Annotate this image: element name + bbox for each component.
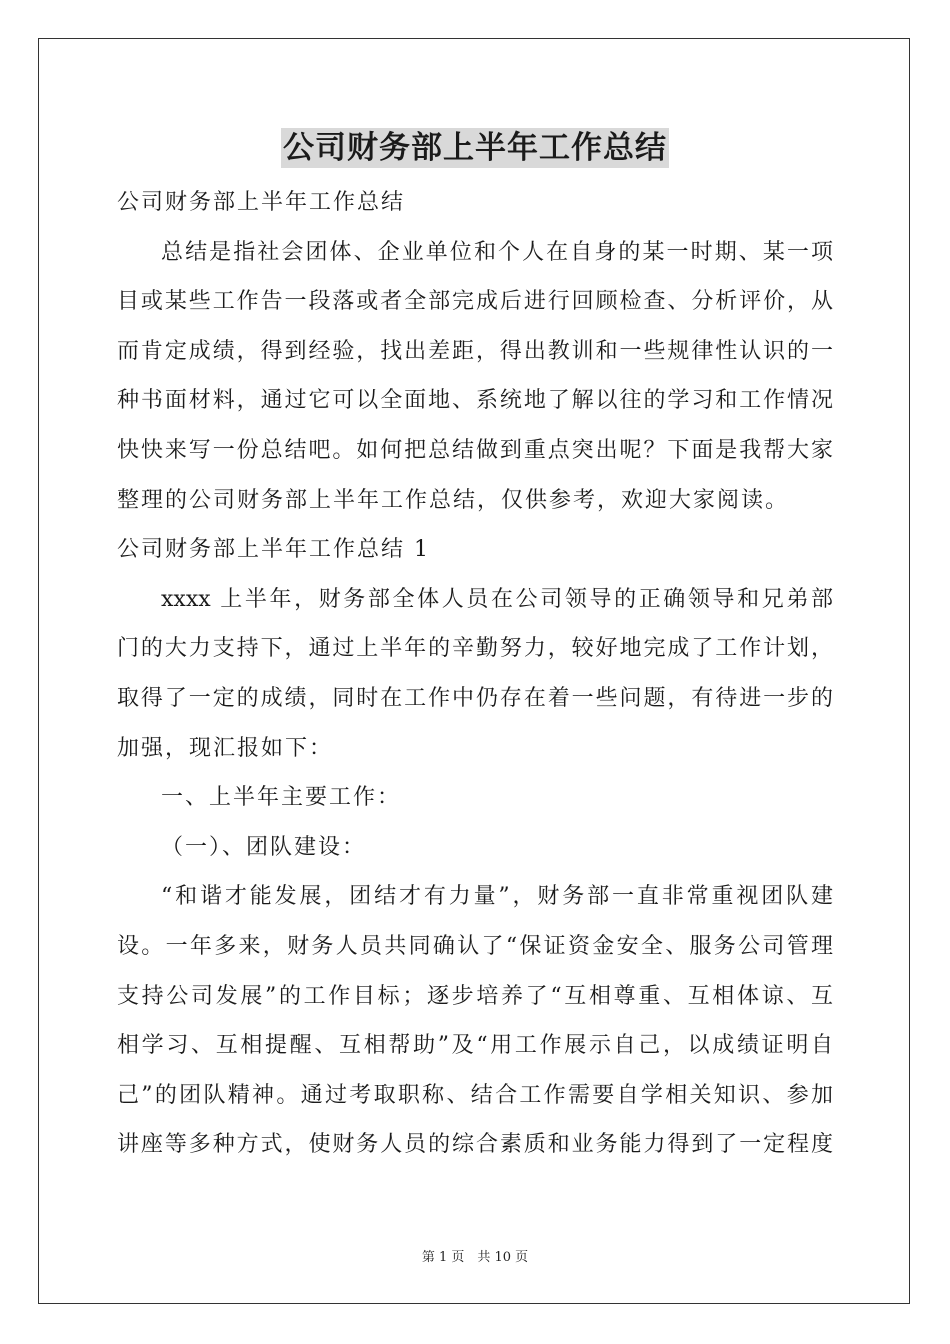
document-body	[117, 178, 833, 1170]
body-line: 支持公司发展”的工作目标；逐步培养了“互相尊重、互相体谅、互	[117, 983, 833, 1009]
body-line: 取得了一定的成绩，同时在工作中仍存在着一些问题，有待进一步的	[117, 685, 833, 711]
body-line: 公司财务部上半年工作总结	[117, 190, 406, 215]
body-line: 目或某些工作告一段落或者全部完成后进行回顾检查、分析评价，从	[117, 289, 833, 315]
document-title: 公司财务部上半年工作总结	[283, 130, 667, 166]
body-line: 公司财务部上半年工作总结 1	[117, 537, 430, 563]
body-line: 门的大力支持下，通过上半年的辛勤努力，较好地完成了工作计划，	[117, 636, 833, 662]
body-line: 总结是指社会团体、企业单位和个人在自身的某一时期、某一项	[161, 239, 833, 265]
title-container	[0, 128, 950, 168]
body-line: 整理的公司财务部上半年工作总结，仅供参考，欢迎大家阅读。	[117, 487, 790, 513]
body-line: 而肯定成绩，得到经验，找出差距，得出教训和一些规律性认识的一	[117, 338, 833, 364]
body-line: 一、上半年主要工作：	[161, 785, 402, 811]
body-line: 加强，现汇报如下：	[117, 735, 334, 761]
body-line: “和谐才能发展，团结才有力量”，财务部一直非常重视团队建	[161, 884, 833, 910]
body-line: 相学习、互相提醒、互相帮助”及“用工作展示自己，以成绩证明自	[117, 1033, 833, 1059]
body-line: （一）、团队建设：	[161, 834, 367, 860]
body-line: 己”的团队精神。通过考取职称、结合工作需要自学相关知识、参加	[117, 1082, 833, 1108]
body-line: 讲座等多种方式，使财务人员的综合素质和业务能力得到了一定程度	[117, 1132, 833, 1158]
body-line: 设。一年多来，财务人员共同确认了“保证资金安全、服务公司管理	[117, 933, 833, 959]
body-line: xxxx 上半年，财务部全体人员在公司领导的正确领导和兄弟部	[161, 586, 833, 612]
page-footer: 第 1 页 共 10 页	[421, 1250, 529, 1265]
body-line: 种书面材料，通过它可以全面地、系统地了解以往的学习和工作情况	[117, 388, 833, 414]
body-line: 快快来写一份总结吧。如何把总结做到重点突出呢？下面是我帮大家	[117, 437, 833, 463]
